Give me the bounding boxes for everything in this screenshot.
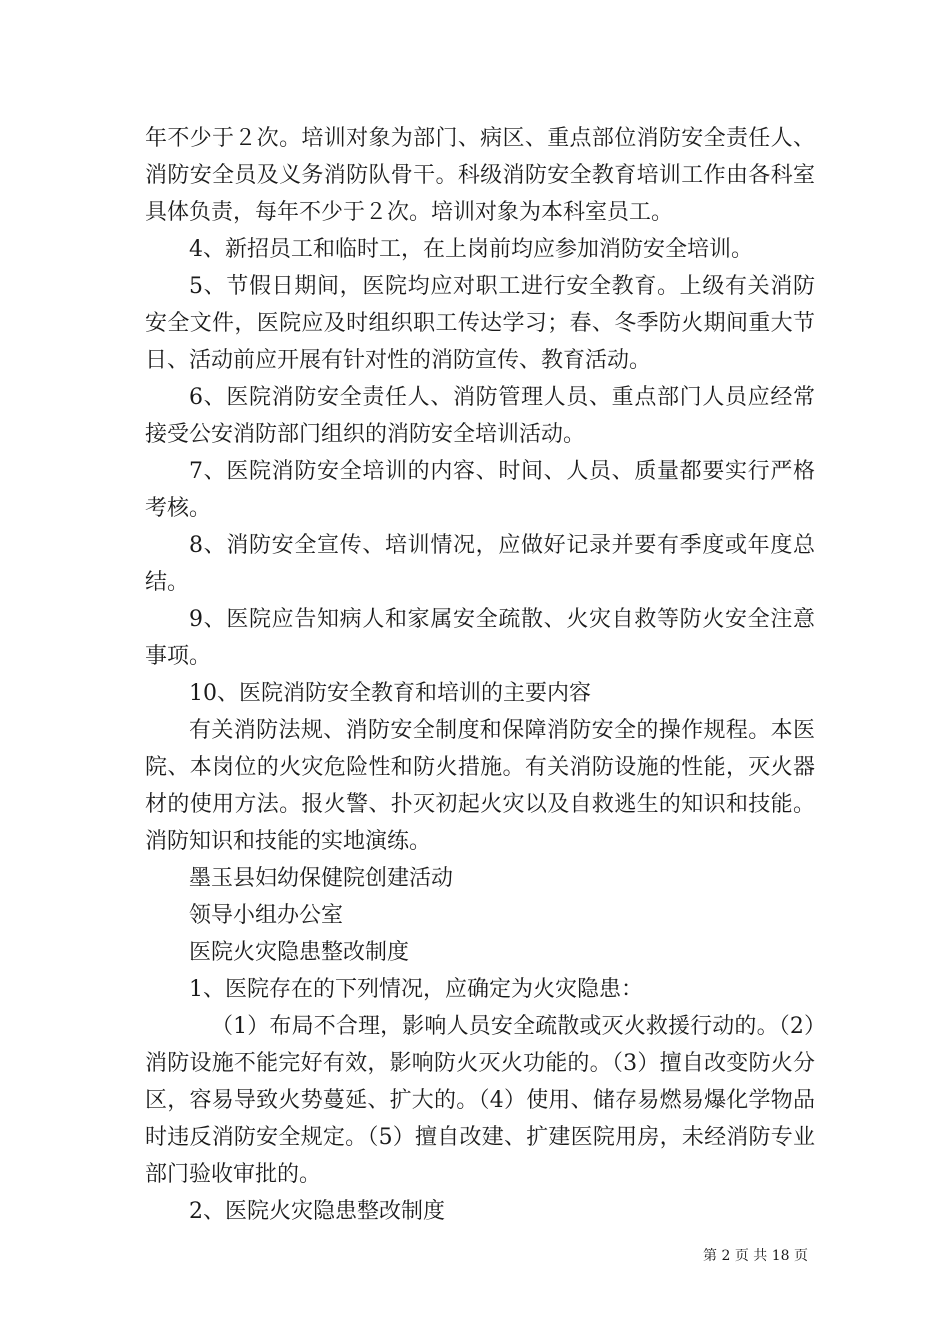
paragraph-item-7: 7、医院消防安全培训的内容、时间、人员、质量都要实行严格考核。 xyxy=(145,459,815,521)
paragraph-issuer-office: 领导小组办公室 xyxy=(189,903,344,928)
paragraph-item-6: 6、医院消防安全责任人、消防管理人员、重点部门人员应经常接受公安消防部门组织的消防安全培训活动。 xyxy=(145,385,815,447)
page-number-footer: 第 2 页 共 18 页 xyxy=(703,1248,808,1264)
paragraph-hazard-list: （1）布局不合理，影响人员安全疏散或灭火救援行动的。（2）消防设施不能完好有效，影响防火灭火功能的。（3）擅自改变防火分区，容易导致火势蔓延、扩大的。（4）使用、储存易燃易爆化学物品时违反消防安全规定。（5）擅自改建、扩建医院用房，未经消防专业部门验收审批的。 xyxy=(145,1014,815,1187)
paragraph-item-5: 5、节假日期间，医院均应对职工进行安全教育。上级有关消防安全文件，医院应及时组织职工传达学习；春、冬季防火期间重大节日、活动前应开展有针对性的消防宣传、教育活动。 xyxy=(145,274,815,373)
paragraph-training-frequency: 年不少于２次。培训对象为部门、病区、重点部位消防安全责任人、消防安全员及义务消防队骨干。科级消防安全教育培训工作由各科室具体负责，每年不少于２次。培训对象为本科室员工。 xyxy=(145,126,815,225)
paragraph-item-8: 8、消防安全宣传、培训情况，应做好记录并要有季度或年度总结。 xyxy=(145,533,815,595)
paragraph-hazard-item-1: 1、医院存在的下列情况，应确定为火灾隐患： xyxy=(189,977,643,1002)
paragraph-item-9: 9、医院应告知病人和家属安全疏散、火灾自救等防火安全注意事项。 xyxy=(145,607,815,669)
paragraph-item-10: 10、医院消防安全教育和培训的主要内容 xyxy=(189,681,591,706)
document-body xyxy=(145,120,815,1230)
paragraph-issuer-org: 墨玉县妇幼保健院创建活动 xyxy=(189,866,454,891)
section-heading-hazard-rectification: 医院火灾隐患整改制度 xyxy=(189,940,410,965)
paragraph-hazard-item-2: 2、医院火灾隐患整改制度 xyxy=(189,1199,445,1224)
paragraph-item-4: 4、新招员工和临时工，在上岗前均应参加消防安全培训。 xyxy=(189,237,753,262)
paragraph-training-content: 有关消防法规、消防安全制度和保障消防安全的操作规程。本医院、本岗位的火灾危险性和防火措施。有关消防设施的性能，灭火器材的使用方法。报火警、扑灭初起火灾以及自救逃生的知识和技能。消防知识和技能的实地演练。 xyxy=(145,718,815,854)
